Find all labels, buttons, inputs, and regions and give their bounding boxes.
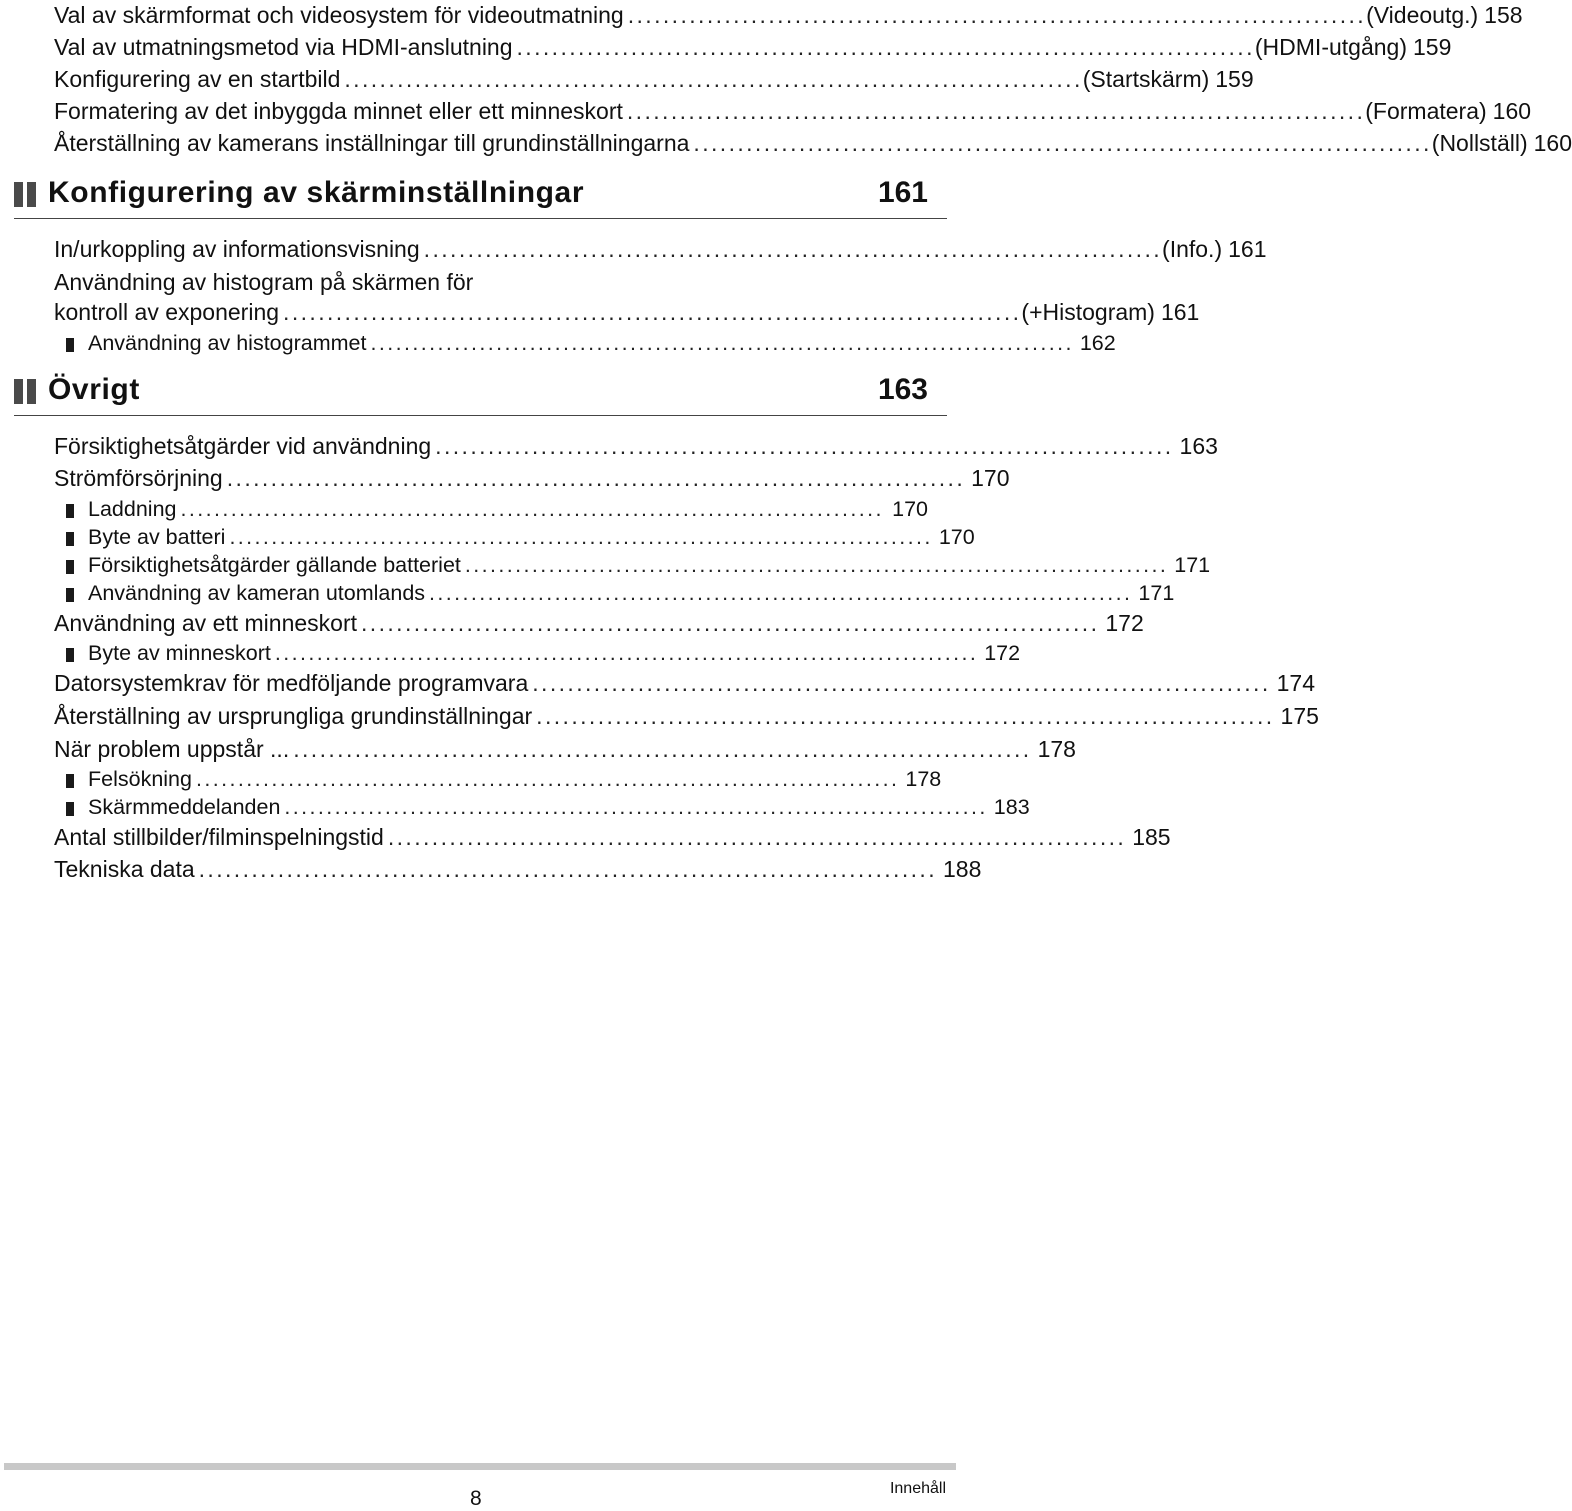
section-marker-icon (14, 379, 38, 404)
entry-title: Användning av ett minneskort (54, 610, 358, 636)
toc-entry[interactable]: Försiktighetsåtgärder vid användning .................................................................................... 163 (54, 433, 1218, 459)
toc-subentry[interactable]: Försiktighetsåtgärder gällande batteriet .................................................................................... 171 (88, 552, 928, 578)
entry-title: Återställning av kamerans inställningar till grundinställningarna (54, 130, 690, 156)
toc-entry[interactable]: Återställning av kamerans inställningar till grundinställningarna .................................................................................... (Nollställ) 160 (54, 130, 1572, 156)
toc-subentry[interactable]: Byte av batteri .................................................................................... 170 (88, 524, 928, 550)
entry-page: 175 (1280, 703, 1319, 729)
entry-title: Felsökning (88, 767, 192, 791)
entry-page: 178 (905, 767, 942, 791)
entry-page: 172 (1105, 610, 1144, 636)
bullet-icon (66, 802, 74, 816)
entry-page: 159 (1413, 34, 1452, 60)
entry-title: Återställning av ursprungliga grundinställningar (54, 703, 533, 729)
bullet-icon (66, 588, 74, 602)
entry-page: 188 (943, 856, 982, 882)
section-title: Övrigt (48, 373, 140, 406)
toc-entry[interactable]: Återställning av ursprungliga grundinställningar .................................................................................... 175 (54, 703, 1319, 729)
entry-title: Val av skärmformat och videosystem för videoutmatning (54, 2, 624, 28)
entry-title: Laddning (88, 497, 177, 521)
entry-reference: (HDMI-utgång) (1254, 34, 1407, 60)
entry-page: 170 (938, 525, 975, 549)
entry-title: Konfigurering av en startbild (54, 66, 341, 92)
bullet-icon (66, 648, 74, 662)
entry-reference: (Info.) (1162, 236, 1223, 262)
entry-page: 159 (1215, 66, 1254, 92)
entry-page: 171 (1174, 553, 1211, 577)
toc-entry[interactable]: Antal stillbilder/filminspelningstid .................................................................................... 185 (54, 824, 1171, 850)
toc-entry[interactable]: Val av skärmformat och videosystem för videoutmatning .................................................................................... (Videoutg.) 158 (54, 2, 1523, 28)
entry-title: Strömförsörjning (54, 465, 223, 491)
entry-title: Formatering av det inbyggda minnet eller ett minneskort (54, 98, 623, 124)
entry-title: När problem uppstår ... (54, 736, 290, 762)
section-page: 163 (877, 373, 928, 406)
entry-page: 170 (892, 497, 928, 521)
entry-page: 160 (1533, 130, 1572, 156)
entry-page: 162 (1079, 331, 1116, 355)
toc-subentry[interactable]: Felsökning .................................................................................... 178 (88, 766, 928, 792)
entry-reference: (Formatera) (1365, 98, 1487, 124)
section-title: Konfigurering av skärminställningar (48, 176, 585, 209)
footer-divider (4, 1463, 956, 1470)
toc-subentry[interactable]: Användning av kameran utomlands .................................................................................... 171 (88, 580, 928, 606)
toc-subentry[interactable]: Byte av minneskort .................................................................................... 172 (88, 640, 928, 666)
entry-page: 183 (993, 795, 1030, 819)
entry-title: Användning av kameran utomlands (88, 581, 426, 605)
toc-entry[interactable]: In/urkoppling av informationsvisning .................................................................................... (Info.) 161 (54, 236, 1267, 262)
entry-title: Tekniska data (54, 856, 195, 882)
entry-page: 172 (984, 641, 1021, 665)
toc-entry[interactable]: Formatering av det inbyggda minnet eller ett minneskort .................................................................................... (Formatera) 160 (54, 98, 1532, 124)
entry-title: Byte av batteri (88, 525, 226, 549)
section-header-display-settings[interactable] (14, 174, 947, 219)
toc-entry[interactable]: Val av utmatningsmetod via HDMI-anslutning .................................................................................... (HDMI-utgång) 159 (54, 34, 1452, 60)
footer-label: Innehåll (889, 1480, 946, 1497)
page-number: 8 (470, 1487, 482, 1510)
bullet-icon (66, 338, 74, 352)
entry-page: 161 (1228, 236, 1267, 262)
toc-entry[interactable]: Användning av histogram på skärmen för kontroll av exponering .................................................................................... (+Histogram) 161 (54, 269, 1200, 325)
entry-title: Försiktighetsåtgärder gällande batteriet (88, 553, 461, 577)
entry-page: 174 (1276, 670, 1315, 696)
toc-entry[interactable]: Datorsystemkrav för medföljande programvara .................................................................................... 174 (54, 670, 1315, 696)
toc-subentry[interactable]: Laddning .................................................................................... 170 (88, 496, 928, 522)
entry-title: Antal stillbilder/filminspelningstid (54, 824, 384, 850)
entry-title: Byte av minneskort (88, 641, 271, 665)
entry-title: Datorsystemkrav för medföljande programvara (54, 670, 529, 696)
bullet-icon (66, 532, 74, 546)
entry-reference: (Videoutg.) (1366, 2, 1479, 28)
entry-title: Försiktighetsåtgärder vid användning (54, 433, 432, 459)
section-header-other[interactable] (14, 371, 947, 416)
toc-entry[interactable]: Strömförsörjning .................................................................................... 170 (54, 465, 1010, 491)
entry-title-line1: Användning av histogram på skärmen för (54, 269, 474, 295)
section-marker-icon (14, 182, 38, 207)
bullet-icon (66, 774, 74, 788)
entry-reference: (+Histogram) (1021, 299, 1155, 325)
toc-entry[interactable]: Användning av ett minneskort .................................................................................... 172 (54, 610, 1144, 636)
bullet-icon (66, 560, 74, 574)
toc-entry[interactable]: Tekniska data .................................................................................... 188 (54, 856, 982, 882)
entry-reference: (Nollställ) (1431, 130, 1528, 156)
bullet-icon (66, 504, 74, 518)
section-page: 161 (877, 176, 928, 209)
entry-title: Val av utmatningsmetod via HDMI-anslutning (54, 34, 513, 60)
entry-page: 178 (1037, 736, 1076, 762)
entry-title: Användning av histogrammet (88, 331, 367, 355)
toc-entry[interactable]: Konfigurering av en startbild .................................................................................... (Startskärm) 159 (54, 66, 1254, 92)
entry-page: 170 (971, 465, 1010, 491)
entry-page: 158 (1484, 2, 1523, 28)
entry-title: Skärmmeddelanden (88, 795, 281, 819)
entry-title: kontroll av exponering (54, 299, 280, 325)
entry-reference: (Startskärm) (1082, 66, 1210, 92)
entry-title: In/urkoppling av informationsvisning (54, 236, 420, 262)
entry-page: 185 (1132, 824, 1171, 850)
entry-page: 161 (1160, 299, 1200, 325)
entry-page: 163 (1179, 433, 1218, 459)
toc-subentry[interactable]: Användning av histogrammet .................................................................................... 162 (88, 330, 928, 356)
entry-page: 160 (1492, 98, 1532, 124)
toc-subentry[interactable]: Skärmmeddelanden .................................................................................... 183 (88, 794, 928, 820)
toc-entry[interactable]: När problem uppstår ... .................................................................................... 178 (54, 736, 1076, 762)
entry-page: 171 (1138, 581, 1175, 605)
